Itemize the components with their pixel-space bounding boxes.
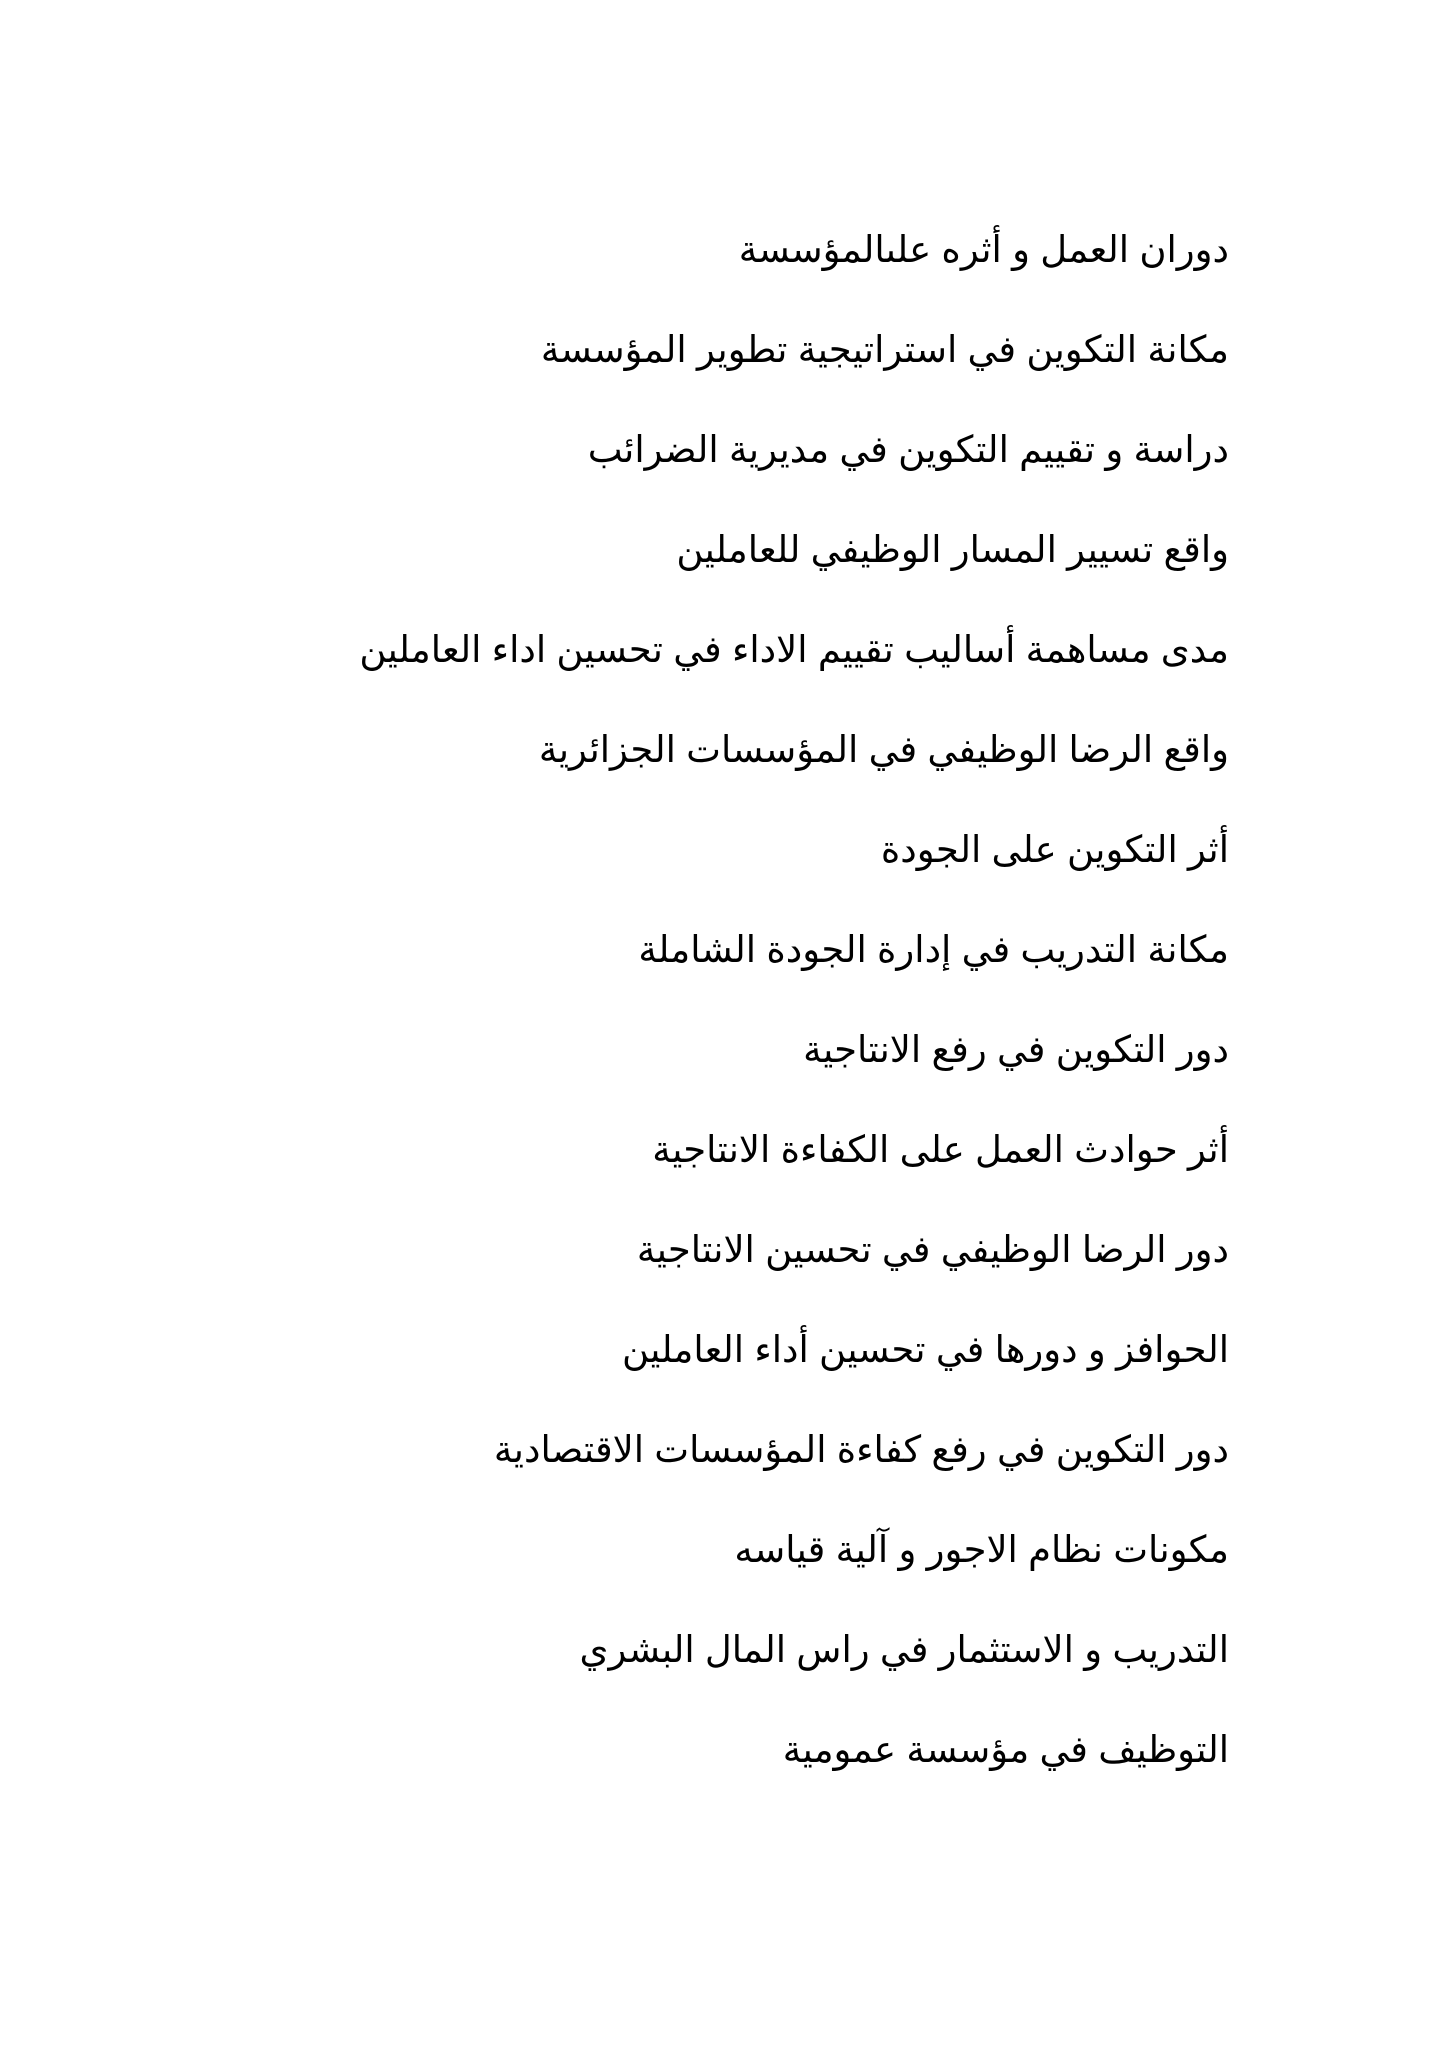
list-item: دور التكوين في رفع الانتاجية bbox=[803, 1029, 1229, 1070]
list-item: التدريب و الاستثمار في راس المال البشري bbox=[579, 1629, 1229, 1670]
list-item: دوران العمل و أثره علىالمؤسسة bbox=[738, 229, 1229, 270]
list-item: أثر التكوين على الجودة bbox=[880, 829, 1229, 870]
list-item: دور الرضا الوظيفي في تحسين الانتاجية bbox=[636, 1229, 1229, 1270]
list-item: دراسة و تقييم التكوين في مديرية الضرائب bbox=[587, 429, 1229, 470]
list-item: أثر حوادث العمل على الكفاءة الانتاجية bbox=[652, 1129, 1229, 1170]
list-item: واقع تسيير المسار الوظيفي للعاملين bbox=[676, 529, 1229, 570]
list-item: مكونات نظام الاجور و آلية قياسه bbox=[734, 1529, 1229, 1570]
thesis-title-list bbox=[329, 222, 1229, 1822]
list-item: واقع الرضا الوظيفي في المؤسسات الجزائرية bbox=[538, 729, 1229, 770]
list-item: دور التكوين في رفع كفاءة المؤسسات الاقتصادية bbox=[493, 1429, 1229, 1470]
list-item: مكانة التكوين في استراتيجية تطوير المؤسسة bbox=[540, 329, 1229, 370]
list-item: مدى مساهمة أساليب تقييم الاداء في تحسين اداء العاملين bbox=[359, 629, 1229, 670]
list-item: الحوافز و دورها في تحسين أداء العاملين bbox=[621, 1329, 1229, 1370]
list-item: التوظيف في مؤسسة عمومية bbox=[782, 1729, 1229, 1770]
list-item: مكانة التدريب في إدارة الجودة الشاملة bbox=[638, 929, 1229, 970]
